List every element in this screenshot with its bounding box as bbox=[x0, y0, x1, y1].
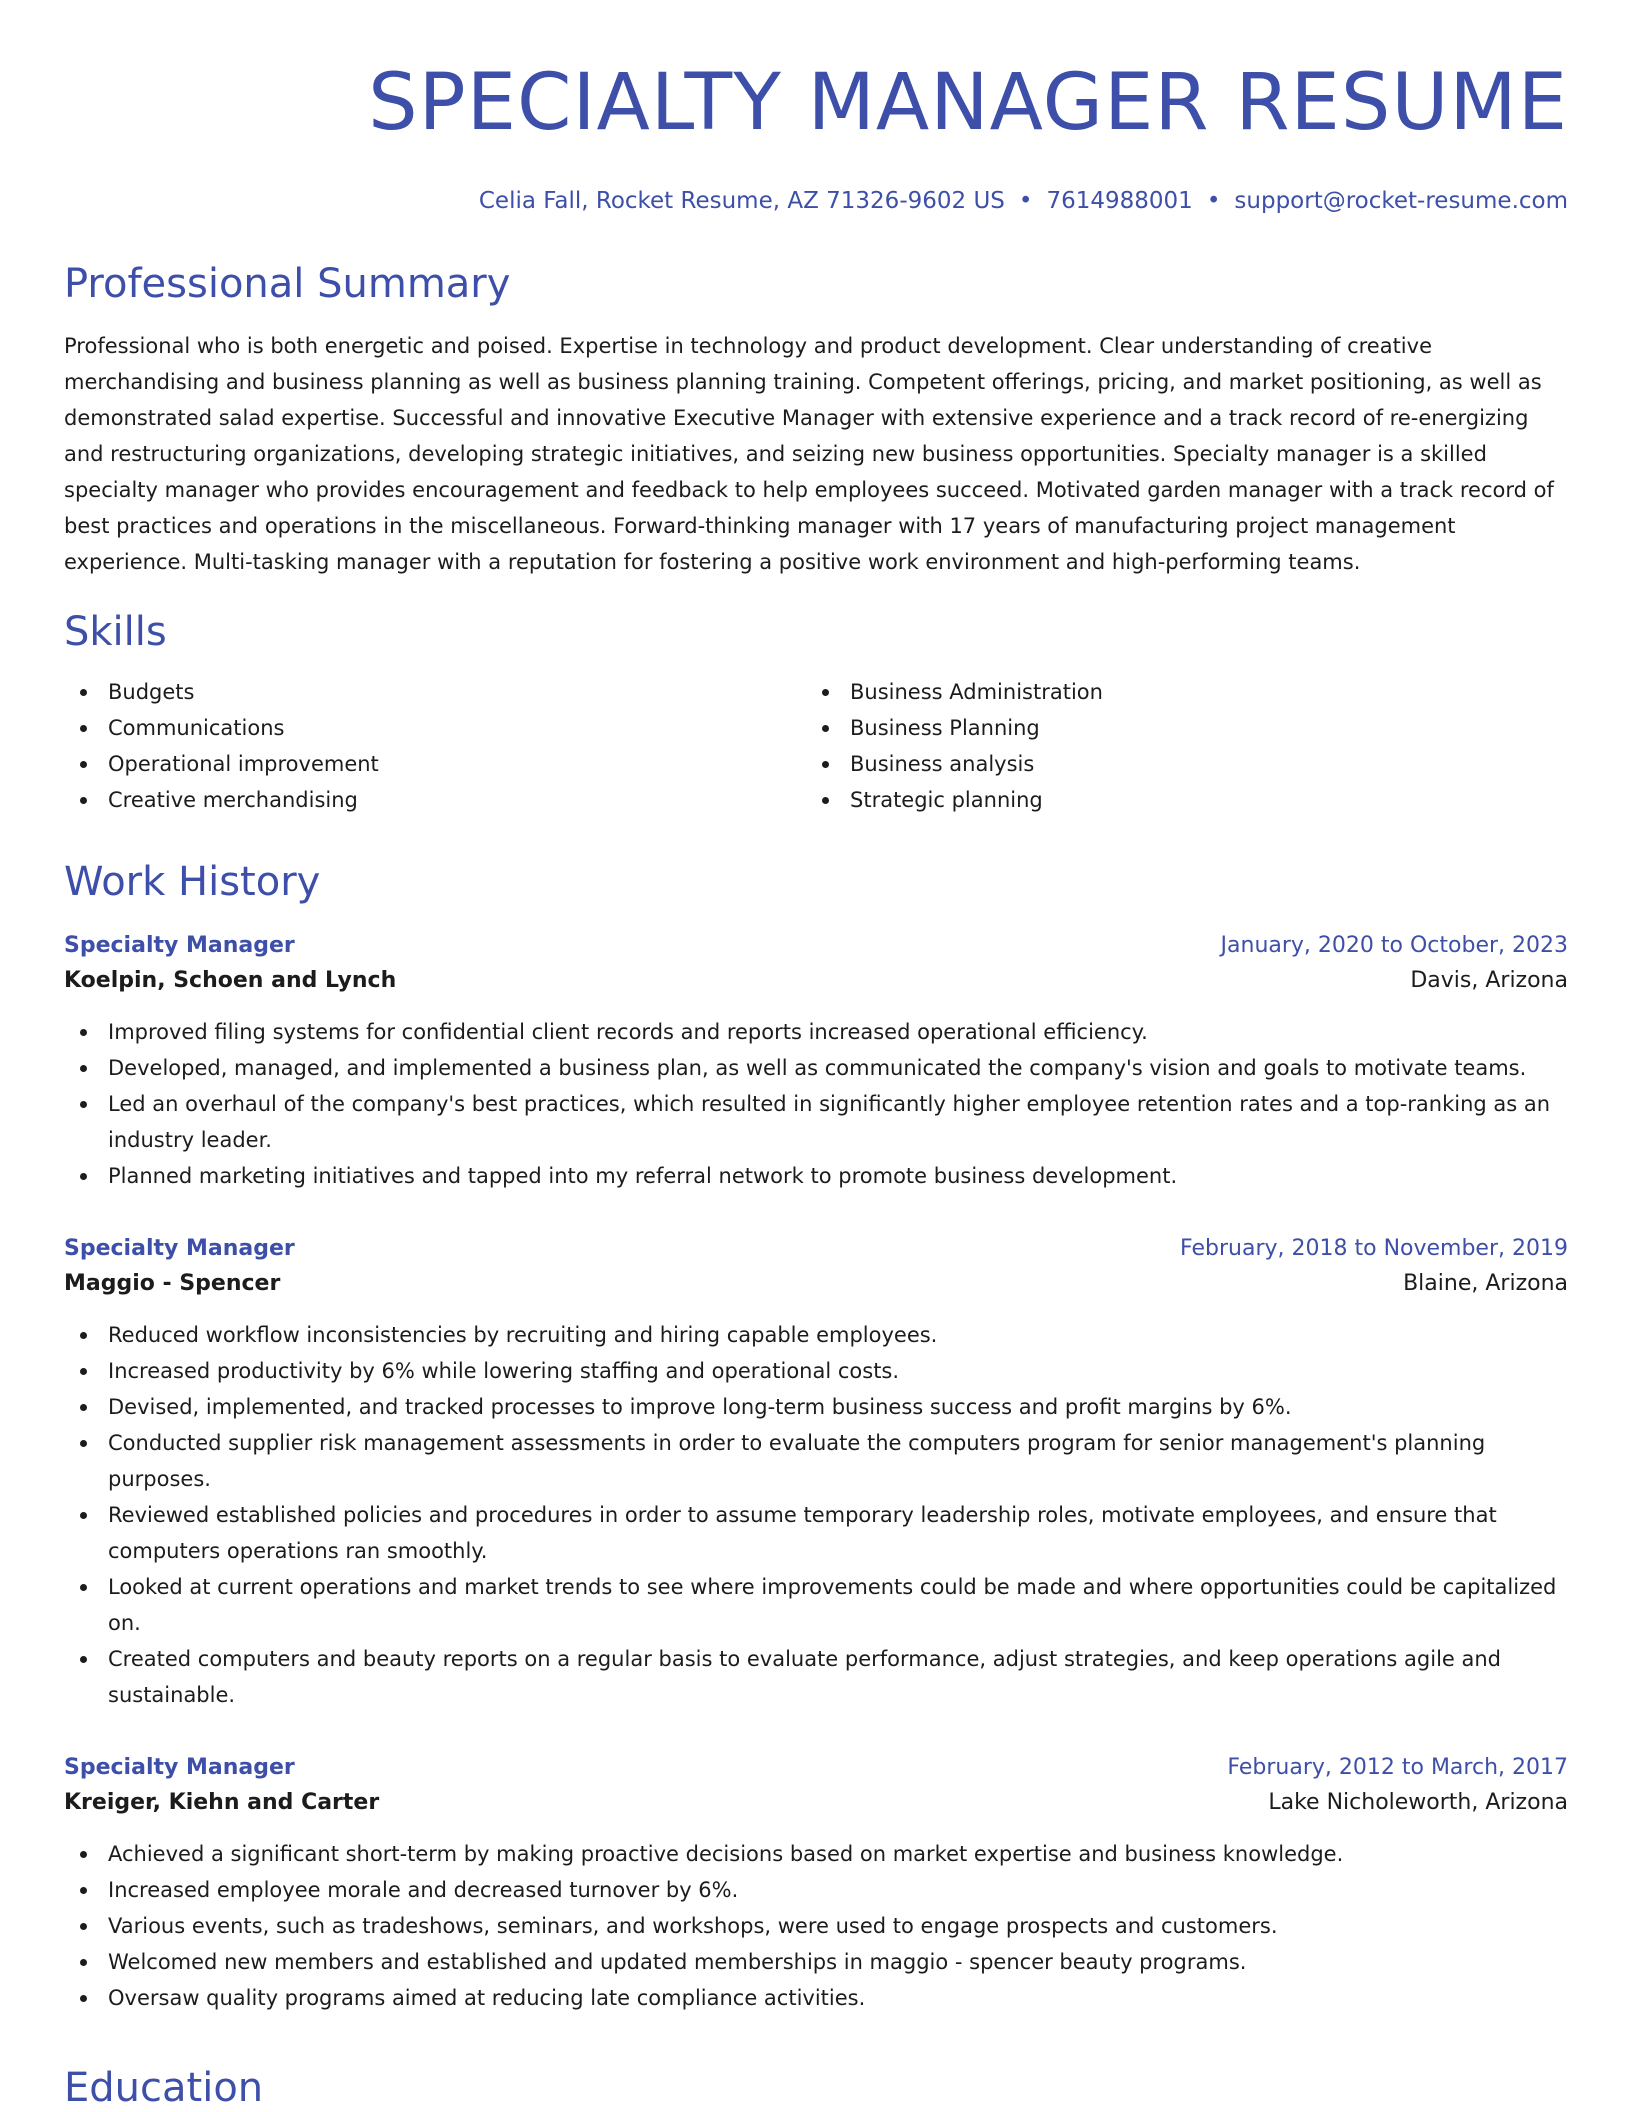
job-header-row bbox=[64, 930, 1568, 962]
job-entry bbox=[64, 1233, 1568, 1713]
job-bullet: Welcomed new members and established and updated memberships in maggio - spencer beauty programs. bbox=[64, 1944, 1568, 1980]
summary-text: Professional who is both energetic and poised. Expertise in technology and product development. Clear understanding of creative merchandising and business planning as well as business planning training. Competent offerings, pricing, and market positioning, as well as demonstrated salad expertise. Successful and innovative Executive Manager with extensive experience and a track record of re-energizing and restructuring organizations, developing strategic initiatives, and seizing new business opportunities. Specialty manager is a skilled specialty manager who provides encouragement and feedback to help employees succeed. Motivated garden manager with a track record of best practices and operations in the miscellaneous. Forward-thinking manager with 17 years of manufacturing project management experience. Multi-tasking manager with a reputation for fostering a positive work environment and high-performing teams. bbox=[64, 334, 1554, 574]
job-location: Davis, Arizona bbox=[1410, 968, 1568, 993]
job-company: Maggio - Spencer bbox=[64, 1271, 281, 1296]
work-history-heading: Work History bbox=[64, 859, 321, 905]
contact-line bbox=[64, 186, 1568, 216]
job-company-row bbox=[64, 962, 1568, 1000]
job-dates: February, 2012 to March, 2017 bbox=[1227, 1755, 1568, 1780]
job-bullet: Conducted supplier risk management assessments in order to evaluate the computers program for senior management's planning purposes. bbox=[64, 1425, 1568, 1497]
job-company-row bbox=[64, 1784, 1568, 1822]
job-title: Specialty Manager bbox=[64, 1755, 295, 1780]
job-dates: February, 2018 to November, 2019 bbox=[1180, 1236, 1568, 1261]
job-bullets bbox=[64, 1836, 1568, 2016]
contact-phone: 7614988001 bbox=[1046, 188, 1193, 214]
job-bullet: Looked at current operations and market trends to see where improvements could be made and where opportunities could be capitalized on. bbox=[64, 1569, 1568, 1641]
job-title: Specialty Manager bbox=[64, 933, 295, 958]
job-bullets bbox=[64, 1317, 1568, 1713]
contact-email: support@rocket-resume.com bbox=[1234, 188, 1568, 214]
job-bullet: Increased employee morale and decreased turnover by 6%. bbox=[64, 1872, 1568, 1908]
job-header-row bbox=[64, 1233, 1568, 1265]
job-bullets bbox=[64, 1014, 1568, 1194]
skills-section bbox=[64, 608, 1568, 818]
skills-column-right bbox=[806, 674, 1548, 818]
skill-item: Budgets bbox=[64, 674, 806, 710]
job-entry bbox=[64, 930, 1568, 1194]
skills-column-left bbox=[64, 674, 806, 818]
job-bullet: Led an overhaul of the company's best practices, which resulted in significantly higher employee retention rates and a top-ranking as an industry leader. bbox=[64, 1086, 1568, 1158]
job-bullet: Created computers and beauty reports on a regular basis to evaluate performance, adjust strategies, and keep operations agile and sustainable. bbox=[64, 1641, 1568, 1713]
job-bullet: Increased productivity by 6% while lowering staffing and operational costs. bbox=[64, 1353, 1568, 1389]
job-bullet: Developed, managed, and implemented a business plan, as well as communicated the company's vision and goals to motivate teams. bbox=[64, 1050, 1568, 1086]
job-entry bbox=[64, 1752, 1568, 2016]
contact-address: Celia Fall, Rocket Resume, AZ 71326-9602 US bbox=[478, 188, 1005, 214]
job-header-row bbox=[64, 1752, 1568, 1784]
job-bullet: Oversaw quality programs aimed at reducing late compliance activities. bbox=[64, 1980, 1568, 2016]
job-bullet: Planned marketing initiatives and tapped into my referral network to promote business development. bbox=[64, 1158, 1568, 1194]
job-dates: January, 2020 to October, 2023 bbox=[1220, 933, 1568, 958]
contact-separator: • bbox=[1206, 188, 1221, 214]
skills-heading: Skills bbox=[64, 609, 167, 655]
skill-item: Communications bbox=[64, 710, 806, 746]
skill-item: Business analysis bbox=[806, 746, 1548, 782]
job-bullet: Various events, such as tradeshows, seminars, and workshops, were used to engage prospects and customers. bbox=[64, 1908, 1568, 1944]
job-bullet: Achieved a significant short-term by making proactive decisions based on market expertise and business knowledge. bbox=[64, 1836, 1568, 1872]
skill-item: Creative merchandising bbox=[64, 782, 806, 818]
job-bullet: Reduced workflow inconsistencies by recruiting and hiring capable employees. bbox=[64, 1317, 1568, 1353]
contact-separator: • bbox=[1018, 188, 1033, 214]
job-bullet: Improved filing systems for confidential client records and reports increased operational efficiency. bbox=[64, 1014, 1568, 1050]
education-heading: Education bbox=[64, 2065, 264, 2111]
skills-grid bbox=[64, 674, 1568, 818]
job-title: Specialty Manager bbox=[64, 1236, 295, 1261]
resume-title: SPECIALTY MANAGER RESUME bbox=[368, 58, 1568, 148]
summary-section bbox=[64, 260, 1568, 580]
resume-page bbox=[64, 0, 1568, 2111]
job-bullet: Devised, implemented, and tracked processes to improve long-term business success and profit margins by 6%. bbox=[64, 1389, 1568, 1425]
job-location: Lake Nicholeworth, Arizona bbox=[1268, 1790, 1568, 1815]
job-company-row bbox=[64, 1265, 1568, 1303]
skill-item: Business Planning bbox=[806, 710, 1548, 746]
job-location: Blaine, Arizona bbox=[1403, 1271, 1568, 1296]
job-company: Kreiger, Kiehn and Carter bbox=[64, 1790, 380, 1815]
skill-item: Business Administration bbox=[806, 674, 1548, 710]
skill-item: Operational improvement bbox=[64, 746, 806, 782]
job-bullet: Reviewed established policies and procedures in order to assume temporary leadership roles, motivate employees, and ensure that computers operations ran smoothly. bbox=[64, 1497, 1568, 1569]
skill-item: Strategic planning bbox=[806, 782, 1548, 818]
summary-heading: Professional Summary bbox=[64, 261, 511, 307]
job-company: Koelpin, Schoen and Lynch bbox=[64, 968, 397, 993]
